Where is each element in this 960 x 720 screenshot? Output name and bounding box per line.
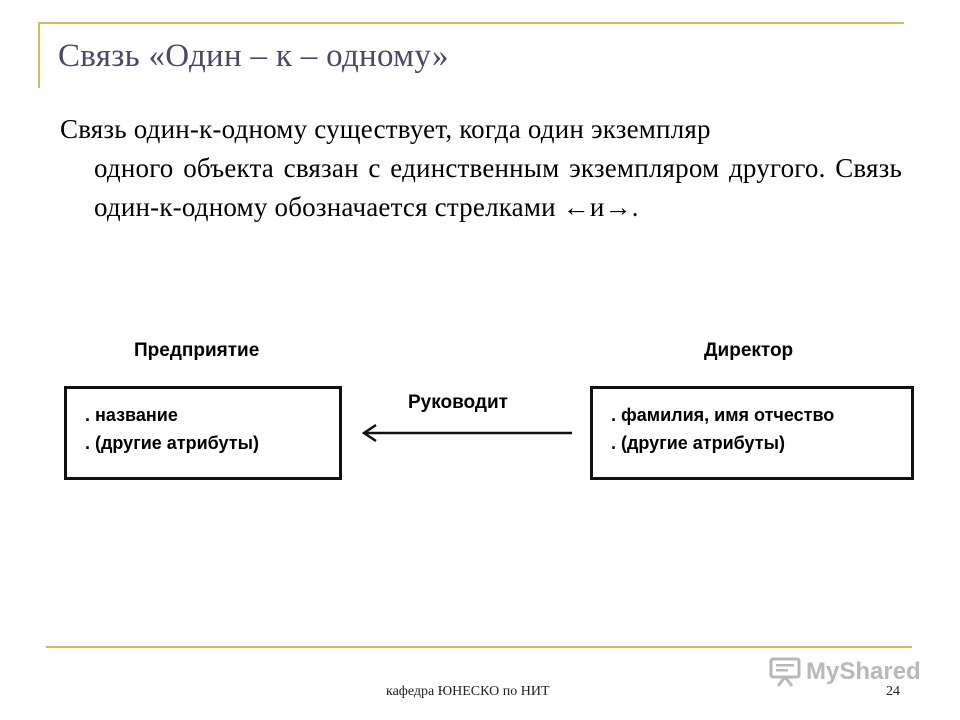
watermark-text: MyShared xyxy=(806,658,921,685)
relation-arrow xyxy=(350,410,580,460)
watermark xyxy=(768,656,921,688)
relation-label: Руководит xyxy=(408,392,508,413)
body-continued: одного объекта связан с единственным экземпляром другого. Связь один-к-одному обозначается стрелками ←и→. xyxy=(94,153,902,222)
right-entity-box xyxy=(590,386,914,480)
left-entity-attr-2: . (другие атрибуты) xyxy=(85,433,259,453)
page-number: 24 xyxy=(886,684,900,699)
right-entity-title: Директор xyxy=(704,340,794,361)
right-entity-attr-2: . (другие атрибуты) xyxy=(611,433,785,453)
left-entity-box xyxy=(64,386,342,480)
presentation-board-icon xyxy=(768,656,802,688)
left-entity-attr-1: . название xyxy=(85,405,178,425)
footer-department: кафедра ЮНЕСКО по НИТ xyxy=(386,684,550,699)
slide-title: Связь «Один – к – одному» xyxy=(58,38,449,74)
slide-body xyxy=(60,110,902,227)
right-entity-attr-1: . фамилия, имя отчество xyxy=(611,405,835,425)
frame-bottom-rule xyxy=(46,646,912,648)
frame-left-rule xyxy=(38,22,40,88)
body-first-line: Связь один-к-одному существует, когда один экземпляр xyxy=(60,114,711,144)
left-entity-title: Предприятие xyxy=(134,340,260,361)
frame-top-rule xyxy=(38,22,904,24)
